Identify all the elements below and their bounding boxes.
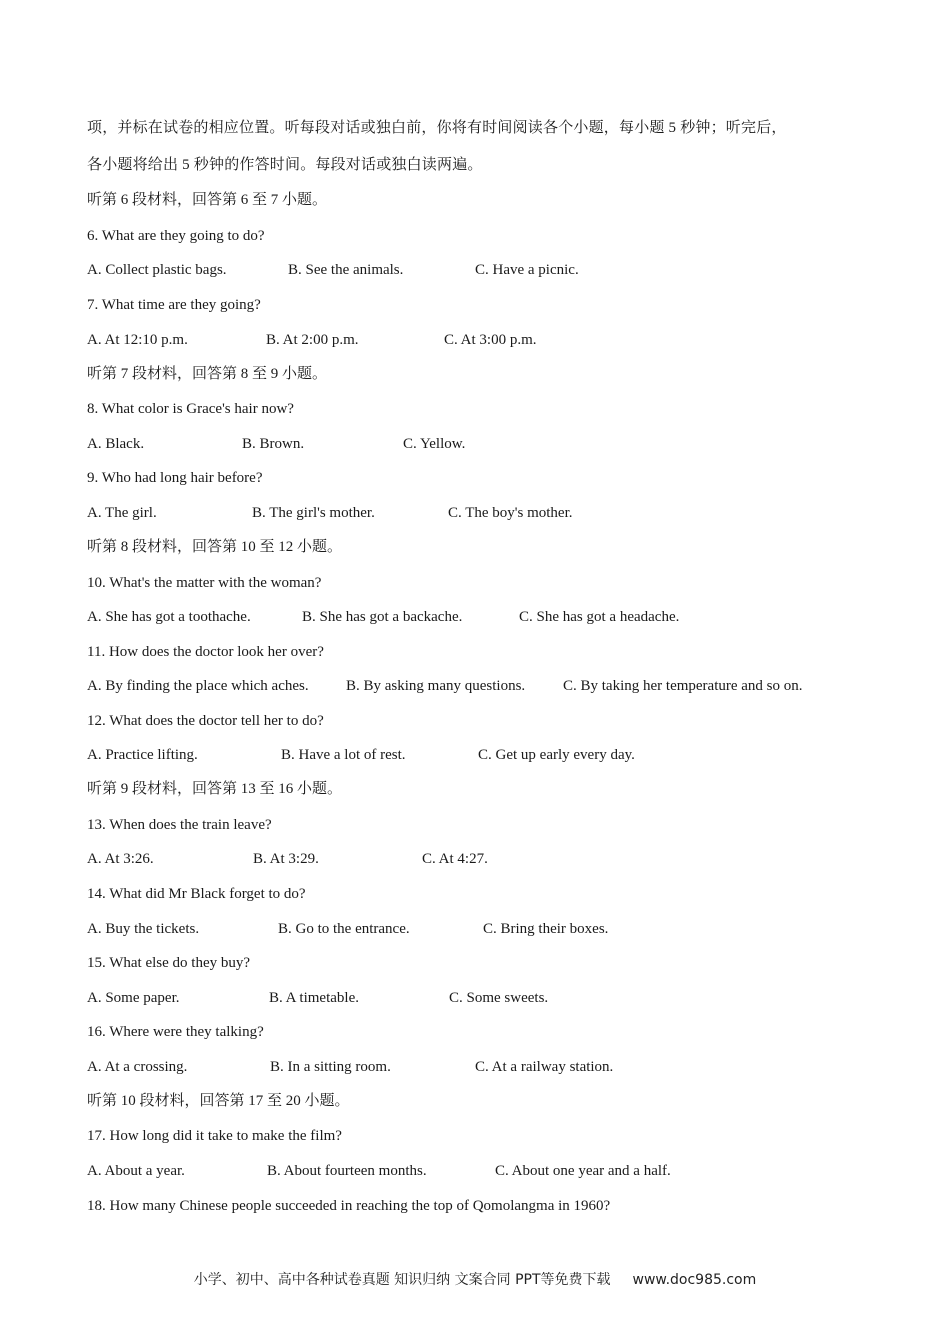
intro-line-1: 项，并标在试卷的相应位置。听每段对话或独白前，你将有时间阅读各个小题，每小题 5 秒钟；听完后， <box>87 120 787 136</box>
option-6c: C. Have a picnic. <box>475 262 579 278</box>
option-11b: B. By asking many questions. <box>346 678 526 694</box>
section-heading-6: 听第 6 段材料，回答第 6 至 7 小题。 <box>87 192 328 208</box>
footer-site-link[interactable]: www.doc985.com <box>632 1272 757 1288</box>
option-15b: B. A timetable. <box>269 990 359 1006</box>
footer-text: 小学、初中、高中各种试卷真题 知识归纳 文案合同 PPT等免费下载 <box>193 1272 611 1288</box>
option-14a: A. Buy the tickets. <box>87 921 200 937</box>
option-6a: A. Collect plastic bags. <box>87 262 227 278</box>
option-7b: B. At 2:00 p.m. <box>266 332 359 348</box>
question-7: 7. What time are they going? <box>87 297 261 313</box>
option-13a: A. At 3:26. <box>87 851 154 867</box>
option-16c: C. At a railway station. <box>475 1059 614 1075</box>
question-8: 8. What color is Grace's hair now? <box>87 401 294 417</box>
intro-line-2: 各小题将给出 5 秒钟的作答时间。每段对话或独白读两遍。 <box>87 157 483 173</box>
section-heading-9: 听第 9 段材料，回答第 13 至 16 小题。 <box>87 781 343 797</box>
option-12a: A. Practice lifting. <box>87 747 198 763</box>
option-8a: A. Black. <box>87 436 145 452</box>
question-11: 11. How does the doctor look her over? <box>87 644 324 660</box>
option-6b: B. See the animals. <box>288 262 404 278</box>
question-14: 14. What did Mr Black forget to do? <box>87 886 306 902</box>
option-12c: C. Get up early every day. <box>478 747 635 763</box>
option-15a: A. Some paper. <box>87 990 180 1006</box>
section-heading-7: 听第 7 段材料，回答第 8 至 9 小题。 <box>87 366 328 382</box>
section-heading-8: 听第 8 段材料，回答第 10 至 12 小题。 <box>87 539 343 555</box>
option-7c: C. At 3:00 p.m. <box>444 332 537 348</box>
option-14c: C. Bring their boxes. <box>483 921 609 937</box>
question-13: 13. When does the train leave? <box>87 817 272 833</box>
question-6: 6. What are they going to do? <box>87 228 265 244</box>
option-17c: C. About one year and a half. <box>495 1163 671 1179</box>
option-10b: B. She has got a backache. <box>302 609 463 625</box>
question-16: 16. Where were they talking? <box>87 1024 264 1040</box>
question-18: 18. How many Chinese people succeeded in reaching the top of Qomolangma in 1960? <box>87 1198 611 1214</box>
option-11c: C. By taking her temperature and so on. <box>563 678 803 694</box>
option-15c: C. Some sweets. <box>449 990 549 1006</box>
option-16a: A. At a crossing. <box>87 1059 188 1075</box>
option-11a: A. By finding the place which aches. <box>87 678 309 694</box>
question-12: 12. What does the doctor tell her to do? <box>87 713 324 729</box>
question-9: 9. Who had long hair before? <box>87 470 263 486</box>
question-17: 17. How long did it take to make the film? <box>87 1128 342 1144</box>
option-9c: C. The boy's mother. <box>448 505 573 521</box>
option-12b: B. Have a lot of rest. <box>281 747 406 763</box>
option-13c: C. At 4:27. <box>422 851 488 867</box>
question-15: 15. What else do they buy? <box>87 955 251 971</box>
option-8c: C. Yellow. <box>403 436 466 452</box>
question-10: 10. What's the matter with the woman? <box>87 575 322 591</box>
option-16b: B. In a sitting room. <box>270 1059 391 1075</box>
page-footer <box>0 1269 950 1289</box>
option-14b: B. Go to the entrance. <box>278 921 410 937</box>
option-10c: C. She has got a headache. <box>519 609 680 625</box>
option-17b: B. About fourteen months. <box>267 1163 427 1179</box>
section-heading-10: 听第 10 段材料，回答第 17 至 20 小题。 <box>87 1093 350 1109</box>
option-8b: B. Brown. <box>242 436 305 452</box>
option-7a: A. At 12:10 p.m. <box>87 332 188 348</box>
option-13b: B. At 3:29. <box>253 851 319 867</box>
option-9b: B. The girl's mother. <box>252 505 375 521</box>
option-10a: A. She has got a toothache. <box>87 609 251 625</box>
option-17a: A. About a year. <box>87 1163 185 1179</box>
option-9a: A. The girl. <box>87 505 157 521</box>
